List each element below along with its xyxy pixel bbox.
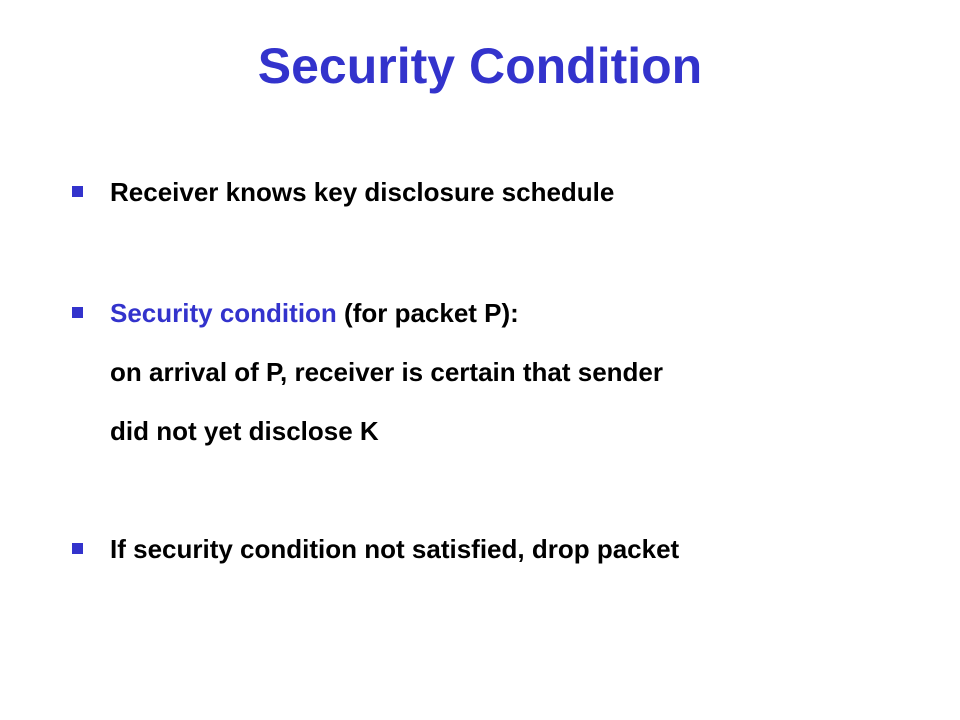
highlighted-term: Security condition (110, 298, 337, 328)
bullet-text-rest: (for packet P): (336, 298, 519, 328)
square-bullet-icon (72, 543, 83, 554)
bullet-continuation-line: on arrival of P, receiver is certain that sender (110, 357, 663, 387)
bullet-text: If security condition not satisfied, drop packet (110, 534, 680, 564)
square-bullet-icon (72, 186, 83, 197)
bullet-text: Receiver knows key disclosure schedule (110, 177, 615, 207)
bullet-text (110, 294, 519, 332)
square-bullet-icon (72, 307, 83, 318)
bullet-continuation-line: did not yet disclose K (110, 416, 379, 446)
slide-title: Security Condition (257, 38, 703, 94)
